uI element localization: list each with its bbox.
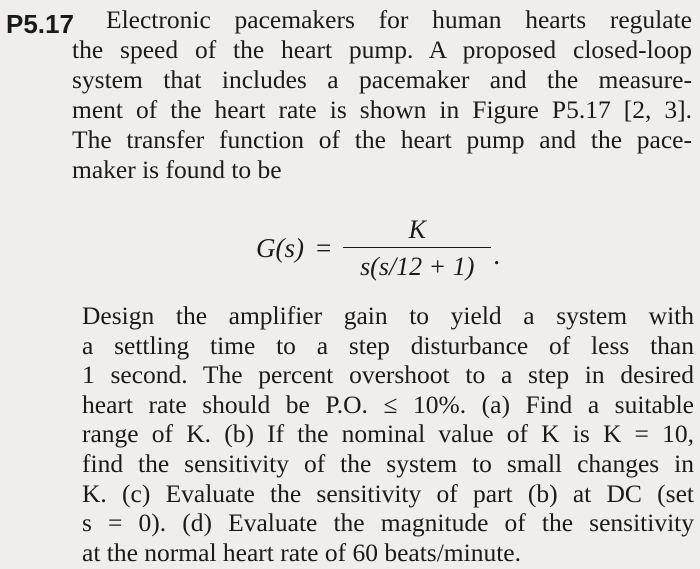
body-line: at the normal heart rate of 60 beats/minute. — [82, 537, 522, 567]
body-paragraph — [82, 301, 694, 567]
intro-line: the speed of the heart pump. A proposed closed-loop — [72, 35, 692, 64]
formula-fraction — [343, 215, 491, 282]
intro-line: Electronic pacemakers for human hearts regulate — [106, 5, 692, 34]
body-line: K. (c) Evaluate the sensitivity of part (b) at DC (set — [82, 478, 694, 508]
problem-number: P5.17 — [6, 9, 74, 39]
formula-numerator: K — [408, 214, 426, 244]
body-line: a settling time to a step disturbance of less than — [82, 330, 694, 360]
intro-paragraph — [72, 5, 692, 185]
intro-line: system that includes a pacemaker and the measure- — [72, 65, 692, 94]
formula-period: . — [493, 239, 500, 270]
formula-lhs: G(s) — [256, 232, 304, 263]
intro-line: The transfer function of the heart pump and the pace- — [72, 125, 692, 154]
intro-line: ment of the heart rate is shown in Figure P5.17 [2, 3]. — [72, 95, 692, 124]
transfer-function-formula — [256, 208, 500, 288]
body-line: 1 second. The percent overshoot to a step in desired — [82, 360, 694, 390]
body-line: heart rate should be P.O. ≤ 10%. (a) Find a suitable — [82, 389, 694, 419]
formula-denominator: s(s/12 + 1) — [360, 251, 475, 281]
body-line: find the sensitivity of the system to small changes in — [82, 448, 694, 478]
body-line: range of K. (b) If the nominal value of K is K = 10, — [82, 419, 694, 449]
formula-equals: = — [316, 232, 332, 263]
body-line: Design the amplifier gain to yield a system with — [82, 301, 694, 330]
body-line: s = 0). (d) Evaluate the magnitude of the sensitivity — [82, 508, 694, 538]
intro-line: maker is found to be — [72, 155, 282, 184]
